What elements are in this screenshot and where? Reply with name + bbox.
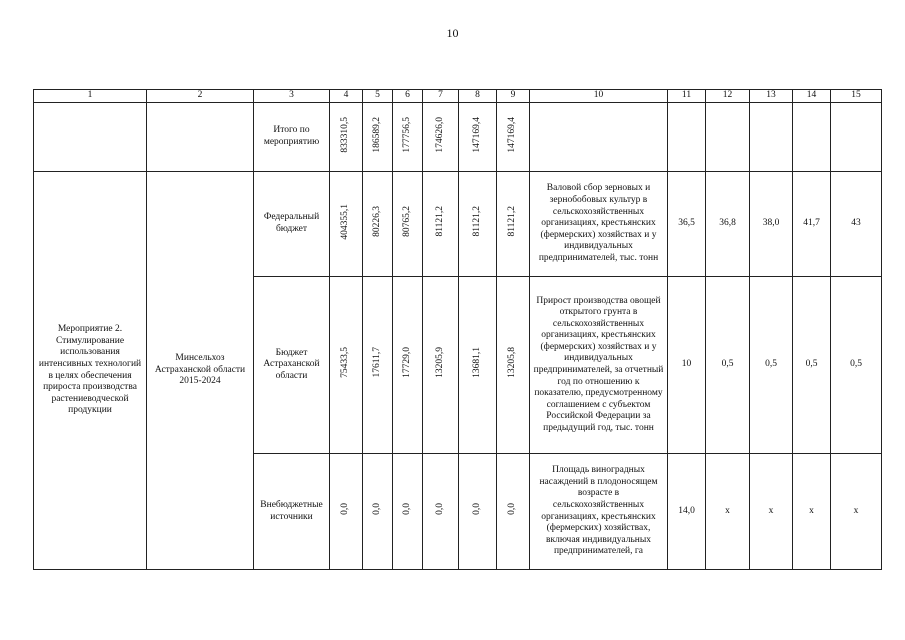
value-text: 147169,4 xyxy=(471,116,482,153)
column-number: 10 xyxy=(530,90,668,103)
column-number: 8 xyxy=(459,90,497,103)
funding-value xyxy=(330,172,363,277)
value-text: 81121,2 xyxy=(471,206,482,237)
total-row xyxy=(34,103,882,172)
funding-value xyxy=(363,277,393,454)
column-number: 14 xyxy=(793,90,831,103)
value-text: 0,0 xyxy=(471,503,482,516)
column-number: 11 xyxy=(668,90,706,103)
total-value xyxy=(330,103,363,172)
indicator-name: Площадь виноградных насаждений в плодоносящем возрасте в сельскохозяйственных организациях, крестьянских (фермерских) хозяйствах, включая индивидуальных предпринимателей, га xyxy=(530,454,668,570)
page-number: 10 xyxy=(446,26,459,40)
column-number: 3 xyxy=(254,90,330,103)
value-text: 75433,5 xyxy=(340,347,351,379)
value-text: 186589,2 xyxy=(371,116,382,153)
indicator-target: 38,0 xyxy=(750,172,793,277)
empty-cell xyxy=(831,103,882,172)
indicator-target: х xyxy=(706,454,750,570)
indicator-target: 10 xyxy=(668,277,706,454)
indicator-target: х xyxy=(750,454,793,570)
column-number: 13 xyxy=(750,90,793,103)
empty-cell xyxy=(793,103,831,172)
indicator-target: 36,5 xyxy=(668,172,706,277)
funding-value xyxy=(497,454,530,570)
total-value xyxy=(497,103,530,172)
indicator-target: 43 xyxy=(831,172,882,277)
funding-value xyxy=(459,454,497,570)
value-text: 0,0 xyxy=(507,503,518,516)
funding-source: Бюджет Астраханской области xyxy=(254,277,330,454)
column-number: 15 xyxy=(831,90,882,103)
indicator-name: Валовой сбор зерновых и зернобобовых культур в сельскохозяйственных организациях, крестьянских (фермерских) хозяйствах и у индивидуальных предпринимателей, тыс. тонн xyxy=(530,172,668,277)
column-number: 2 xyxy=(147,90,254,103)
indicator-target: 36,8 xyxy=(706,172,750,277)
empty-cell xyxy=(34,103,147,172)
value-text: 17611,7 xyxy=(371,347,382,378)
value-text: 81121,2 xyxy=(434,206,445,237)
funding-source: Внебюджетные источники xyxy=(254,454,330,570)
funding-value xyxy=(423,277,459,454)
value-text: 174626,0 xyxy=(434,116,445,153)
indicator-name: Прирост производства овощей открытого грунта в сельскохозяйственных организациях, крестьянских (фермерских) хозяйствах и у индивидуальных предпринимателей, за отчетный год по отношению к показателю, предусмотренному соглашением с субъектом Российской Федерации за предыдущий год, тыс. тонн xyxy=(530,277,668,454)
value-text: 13205,8 xyxy=(507,347,518,379)
indicator-target: 0,5 xyxy=(750,277,793,454)
funding-value xyxy=(393,454,423,570)
empty-cell xyxy=(668,103,706,172)
empty-cell xyxy=(147,103,254,172)
column-number: 6 xyxy=(393,90,423,103)
program-table xyxy=(33,89,882,570)
total-value xyxy=(423,103,459,172)
funding-value xyxy=(423,454,459,570)
funding-value xyxy=(363,172,393,277)
column-number: 12 xyxy=(706,90,750,103)
activity-executor: Минсельхоз Астраханской области 2015-2024 xyxy=(147,172,254,570)
funding-value xyxy=(497,172,530,277)
column-number-row xyxy=(34,90,882,103)
total-label: Итого по мероприятию xyxy=(254,103,330,172)
funding-value xyxy=(363,454,393,570)
column-number: 9 xyxy=(497,90,530,103)
indicator-target: х xyxy=(831,454,882,570)
total-value xyxy=(363,103,393,172)
value-text: 404355,1 xyxy=(340,203,351,240)
indicator-target: 0,5 xyxy=(793,277,831,454)
value-text: 81121,2 xyxy=(507,206,518,237)
column-number: 7 xyxy=(423,90,459,103)
value-text: 0,0 xyxy=(340,503,351,516)
value-text: 0,0 xyxy=(371,503,382,516)
indicator-target: 41,7 xyxy=(793,172,831,277)
indicator-target: 0,5 xyxy=(706,277,750,454)
indicator-target: 0,5 xyxy=(831,277,882,454)
funding-value xyxy=(330,454,363,570)
value-text: 80765,2 xyxy=(401,206,412,238)
funding-value xyxy=(330,277,363,454)
value-text: 80226,3 xyxy=(371,206,382,238)
activity-name: Мероприятие 2. Стимулирование использования интенсивных технологий в целях обеспечения прироста производства растениеводческой продукции xyxy=(34,172,147,570)
value-text: 13205,9 xyxy=(434,347,445,379)
value-text: 13681,1 xyxy=(471,347,482,379)
funding-value xyxy=(459,277,497,454)
column-number: 1 xyxy=(34,90,147,103)
value-text: 147169,4 xyxy=(507,116,518,153)
funding-value xyxy=(393,172,423,277)
funding-value xyxy=(423,172,459,277)
value-text: 0,0 xyxy=(401,503,412,516)
empty-cell xyxy=(706,103,750,172)
funding-source: Федеральный бюджет xyxy=(254,172,330,277)
total-value xyxy=(459,103,497,172)
value-text: 177756,5 xyxy=(401,116,412,153)
column-number: 4 xyxy=(330,90,363,103)
empty-cell xyxy=(750,103,793,172)
value-text: 833310,5 xyxy=(340,116,351,153)
funding-value xyxy=(459,172,497,277)
funding-value xyxy=(497,277,530,454)
total-value xyxy=(393,103,423,172)
federal-budget-row xyxy=(34,172,882,277)
indicator-target: 14,0 xyxy=(668,454,706,570)
empty-cell xyxy=(530,103,668,172)
value-text: 17729,0 xyxy=(401,347,412,379)
indicator-target: х xyxy=(793,454,831,570)
column-number: 5 xyxy=(363,90,393,103)
funding-value xyxy=(393,277,423,454)
value-text: 0,0 xyxy=(434,503,445,516)
